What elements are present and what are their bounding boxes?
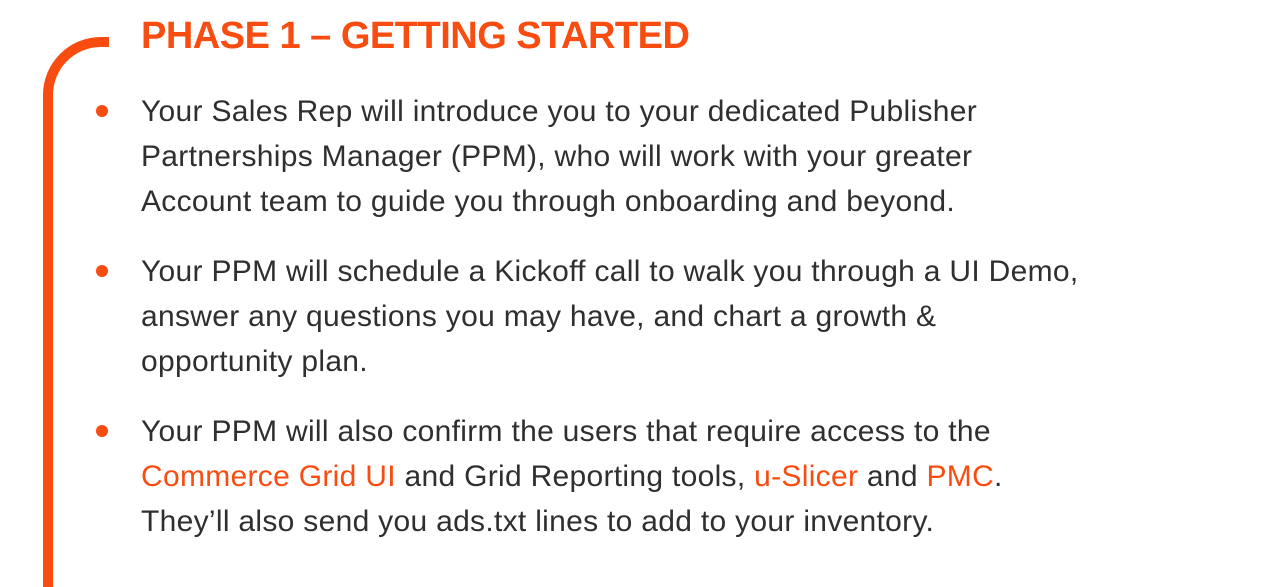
corner-bracket-line [43, 37, 109, 587]
body-text: . [994, 460, 1003, 493]
text-line [141, 89, 1231, 134]
body-text: They’ll also send you ads.txt lines to add to your inventory. [141, 505, 935, 538]
link-text[interactable]: PMC [926, 460, 995, 493]
body-text: and [858, 460, 927, 493]
text-line [141, 339, 1231, 384]
text-line [141, 499, 1231, 544]
text-line [141, 134, 1231, 179]
text-line [141, 179, 1231, 224]
text-line [141, 294, 1231, 339]
bullet-list [141, 89, 1231, 544]
bullet-icon [96, 265, 108, 277]
text-line [141, 249, 1231, 294]
bullet-icon [96, 105, 108, 117]
body-text: Partnerships Manager (PPM), who will work with your greater [141, 140, 973, 173]
body-text: Your Sales Rep will introduce you to your dedicated Publisher [141, 95, 978, 128]
bullet-icon [96, 425, 108, 437]
page-title: PHASE 1 – GETTING STARTED [141, 15, 690, 57]
content-area [141, 14, 1231, 544]
list-item [141, 89, 1231, 224]
body-text: answer any questions you may have, and chart a growth & [141, 300, 937, 333]
list-item [141, 409, 1231, 544]
body-text: Your PPM will schedule a Kickoff call to walk you through a UI Demo, [141, 255, 1079, 288]
text-line [141, 454, 1231, 499]
list-item [141, 249, 1231, 384]
body-text: opportunity plan. [141, 345, 368, 378]
body-text: Account team to guide you through onboarding and beyond. [141, 185, 956, 218]
text-line [141, 409, 1231, 454]
body-text: and Grid Reporting tools, [395, 460, 755, 493]
link-text[interactable]: u-Slicer [754, 460, 859, 493]
body-text: Your PPM will also confirm the users that require access to the [141, 415, 991, 448]
link-text[interactable]: Commerce Grid UI [141, 460, 396, 493]
